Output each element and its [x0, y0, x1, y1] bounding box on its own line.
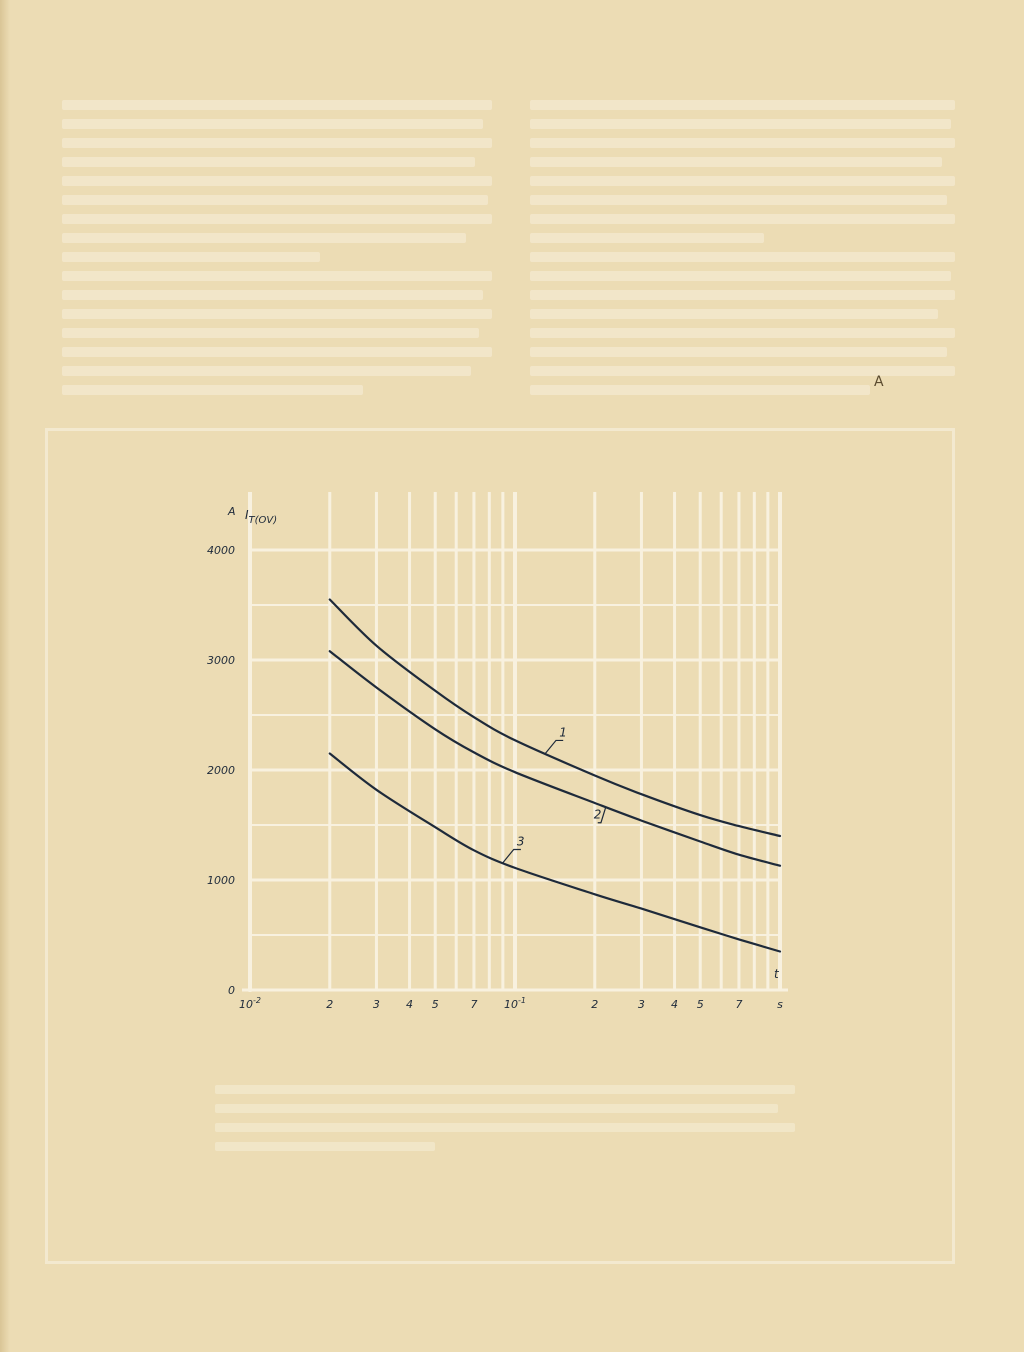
grid-layer: [242, 492, 788, 992]
x-tick-label: 2: [591, 998, 599, 1011]
y-tick-label: 2000: [207, 764, 235, 777]
corner-mark: A: [874, 374, 884, 390]
curve-1: [330, 600, 780, 837]
x-tick-label: 5: [696, 998, 704, 1011]
curve-1-leader: [545, 740, 563, 753]
x-tick-label: 3: [372, 998, 380, 1011]
x-tick-label: $10^{-2}$: [239, 996, 261, 1011]
x-tick-label: 4: [406, 998, 414, 1011]
x-tick-label: 2: [326, 998, 334, 1011]
curve-3: [330, 754, 780, 952]
curve-2-label: 2: [593, 807, 602, 822]
curve-3-leader: [503, 850, 521, 863]
y-axis-label: $I_{T(OV)}$: [245, 508, 278, 526]
x-tick-label: $10^{-1}$: [504, 996, 526, 1011]
y-tick-label: 4000: [207, 544, 235, 557]
curve-1-label: 1: [559, 725, 567, 740]
x-tick-label: 5: [431, 998, 439, 1011]
x-axis-label: t: [774, 967, 779, 981]
x-tick-label: 7: [470, 998, 478, 1011]
x-tick-label: 3: [637, 998, 645, 1011]
x-tick-label: s: [777, 998, 783, 1011]
figure-caption: [215, 1085, 795, 1161]
curve-layer: [330, 600, 780, 952]
curve-3-label: 3: [516, 834, 525, 849]
x-tick-label: 7: [735, 998, 743, 1011]
y-unit-label: A: [228, 505, 236, 518]
x-tick-label: 4: [671, 998, 679, 1011]
y-tick-label: 1000: [207, 874, 235, 887]
y-tick-label: 0: [228, 984, 235, 997]
y-tick-label: 3000: [207, 654, 235, 667]
